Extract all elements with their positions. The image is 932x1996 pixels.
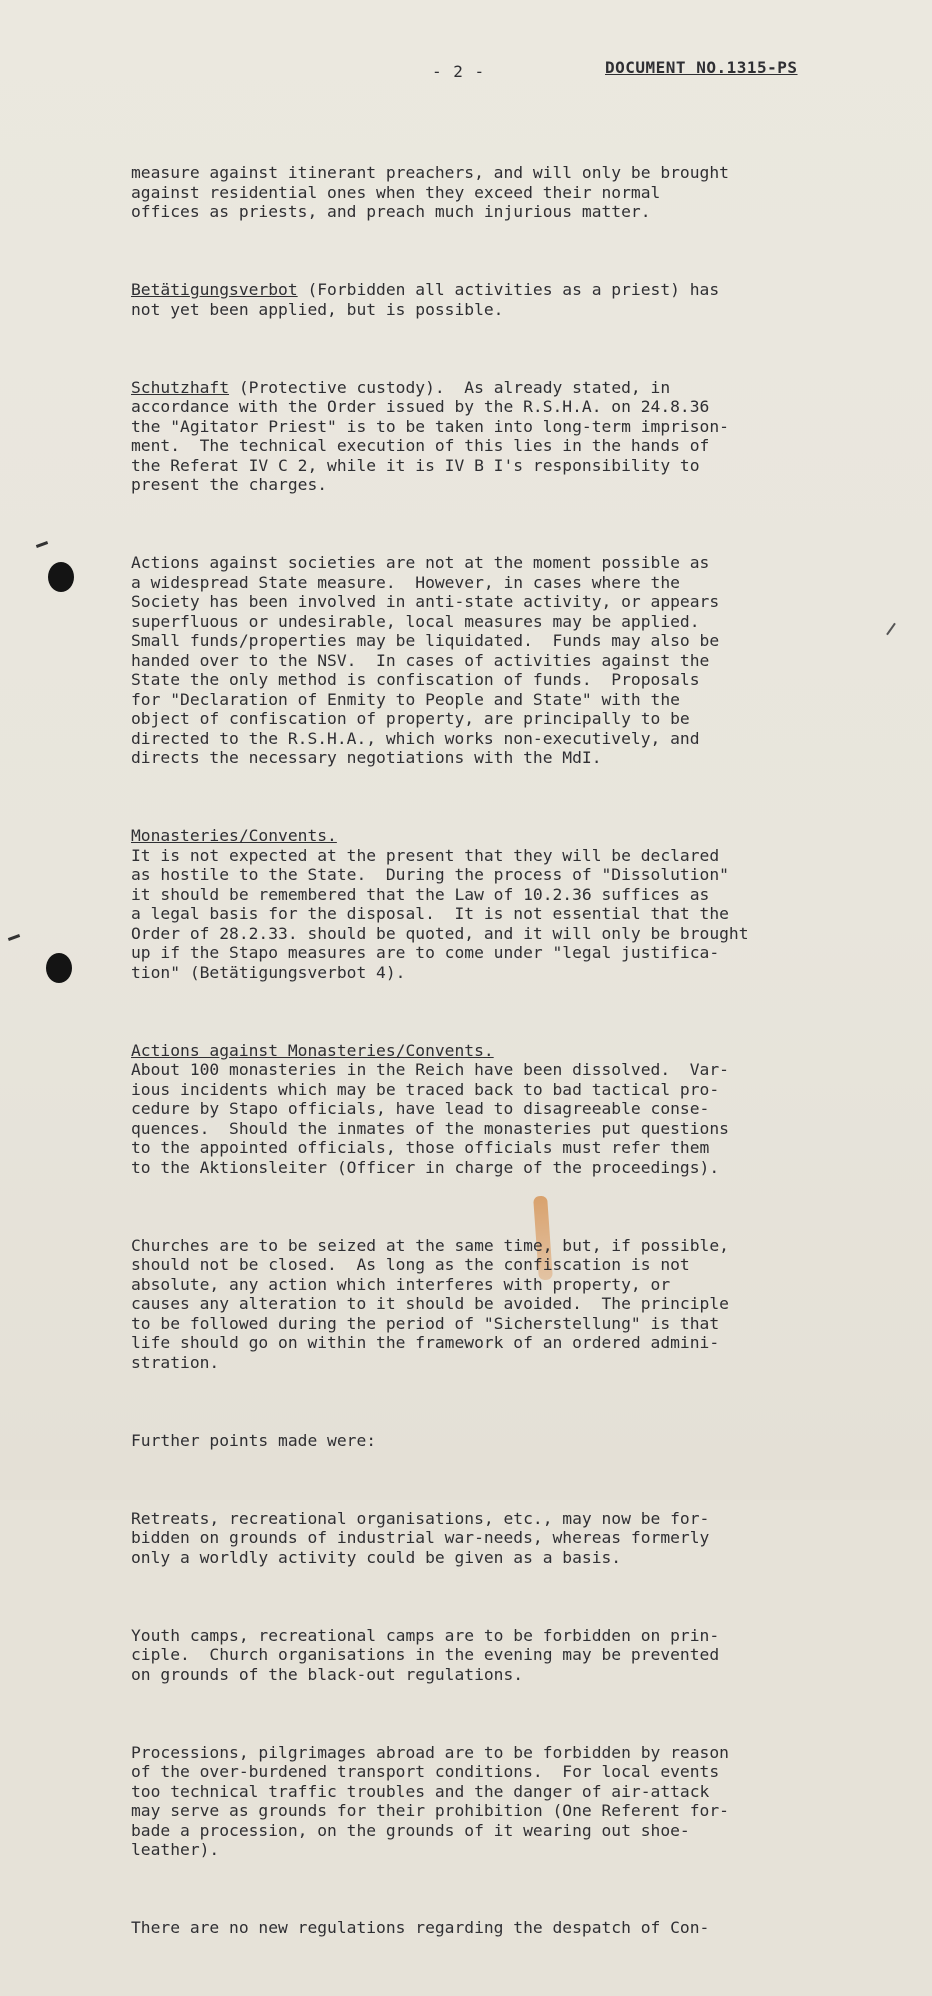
text-betatigungsverbot: (Forbidden all activities as a priest) has not yet been applied, but is possible. — [131, 280, 720, 319]
paragraph-processions: Processions, pilgrimages abroad are to be forbidden by reason of the over-burdened transport conditions. For local events too technical traffic troubles and the danger of air-attack may serve as grounds for their prohibition (One Referent for- bade a procession, on the grounds of it wearing out shoe- leather). — [131, 1742, 729, 1859]
margin-mark-upper — [36, 541, 48, 548]
text-schutzhaft: (Protective custody). As already stated, in accordance with the Order issued by the R.S.H.A. on 24.8.36 the "Agitator Priest" is to be taken into long-term imprison- ment. The technical execution of this lies in the hands of the Referat IV C 2, while it is IV B I's responsibility to present the charges. — [131, 377, 729, 494]
paragraph-societies: Actions against societies are not at the moment possible as a widespread State measure. However, in cases where the Society has been involved in anti-state activity, or appears superfluous or undesirable, local measures may be applied. Small funds/properties may be liquidated. Funds may also be handed over to the NSV. In cases of activities against the State the only method is confiscation of funds. Proposals for "Declaration of Enmity to People and State" with the object of confiscation of property, are principally to be directed to the R.S.H.A., which works non-executively, and directs the necessary negotiations with the MdI. — [131, 553, 720, 767]
paragraph-youth-camps: Youth camps, recreational camps are to be forbidden on prin- ciple. Church organisations in the evening may be prevented on grounds of the black-out regulations. — [131, 1625, 720, 1684]
paragraph-retreats: Retreats, recreational organisations, etc., may now be for- bidden on grounds of industrial war-needs, whereas formerly only a worldly activity could be given as a basis. — [131, 1508, 710, 1567]
page-number: - 2 - — [432, 62, 486, 81]
text-actions-monasteries: About 100 monasteries in the Reich have been dissolved. Var- ious incidents which may be traced back to bad tactical pro- cedure by Stapo officials, have lead to disagreeable conse- quences. Should the inmates of the monasteries put questions to the appointed officials, those officials must refer them to the Aktionsleiter (Officer in charge of the proceedings). — [131, 1060, 729, 1177]
document-number: DOCUMENT NO.1315-PS — [605, 58, 798, 77]
paragraph-actions-monasteries — [131, 1041, 871, 1178]
heading-actions-monasteries: Actions against Monasteries/Convents. — [131, 1040, 494, 1060]
text-monasteries: It is not expected at the present that they will be declared as hostile to the State. During the process of "Dissolution" it should be remembered that the Law of 10.2.36 suffices as a legal basis for the disposal. It is not essential that the Order of 28.2.33. should be quoted, and it will only be brought up if the Stapo measures are to come under "legal justifica- tion" (Betätigungsverbot 4). — [131, 845, 749, 982]
punch-hole-lower — [46, 953, 72, 983]
punch-hole-upper — [48, 562, 74, 592]
paragraph-monasteries — [131, 826, 871, 982]
paragraph-schutzhaft — [131, 378, 871, 495]
heading-schutzhaft: Schutzhaft — [131, 377, 230, 397]
margin-mark-lower — [8, 934, 20, 941]
paragraph-despatch: There are no new regulations regarding the despatch of Con- — [131, 1918, 710, 1937]
heading-betatigungsverbot: Betätigungsverbot — [131, 280, 298, 299]
margin-pencil-mark — [886, 623, 896, 636]
paragraph-further-points: Further points made were: — [131, 1430, 377, 1450]
paragraph-betatigungsverbot — [131, 280, 871, 319]
body-text — [131, 124, 871, 1996]
heading-monasteries: Monasteries/Convents. — [131, 826, 337, 845]
paragraph-churches: Churches are to be seized at the same time, but, if possible, should not be closed. As long as the confiscation is not absolute, any action which interferes with property, or causes any alteration to it should be avoided. The principle to be followed during the period of "Sicherstellung" is that life should go on within the framework of an ordered admini- stration. — [131, 1235, 729, 1372]
paragraph-itinerant-preachers: measure against itinerant preachers, and will only be brought against residential ones when they exceed their normal offices as priests, and preach much injurious matter. — [131, 163, 729, 221]
